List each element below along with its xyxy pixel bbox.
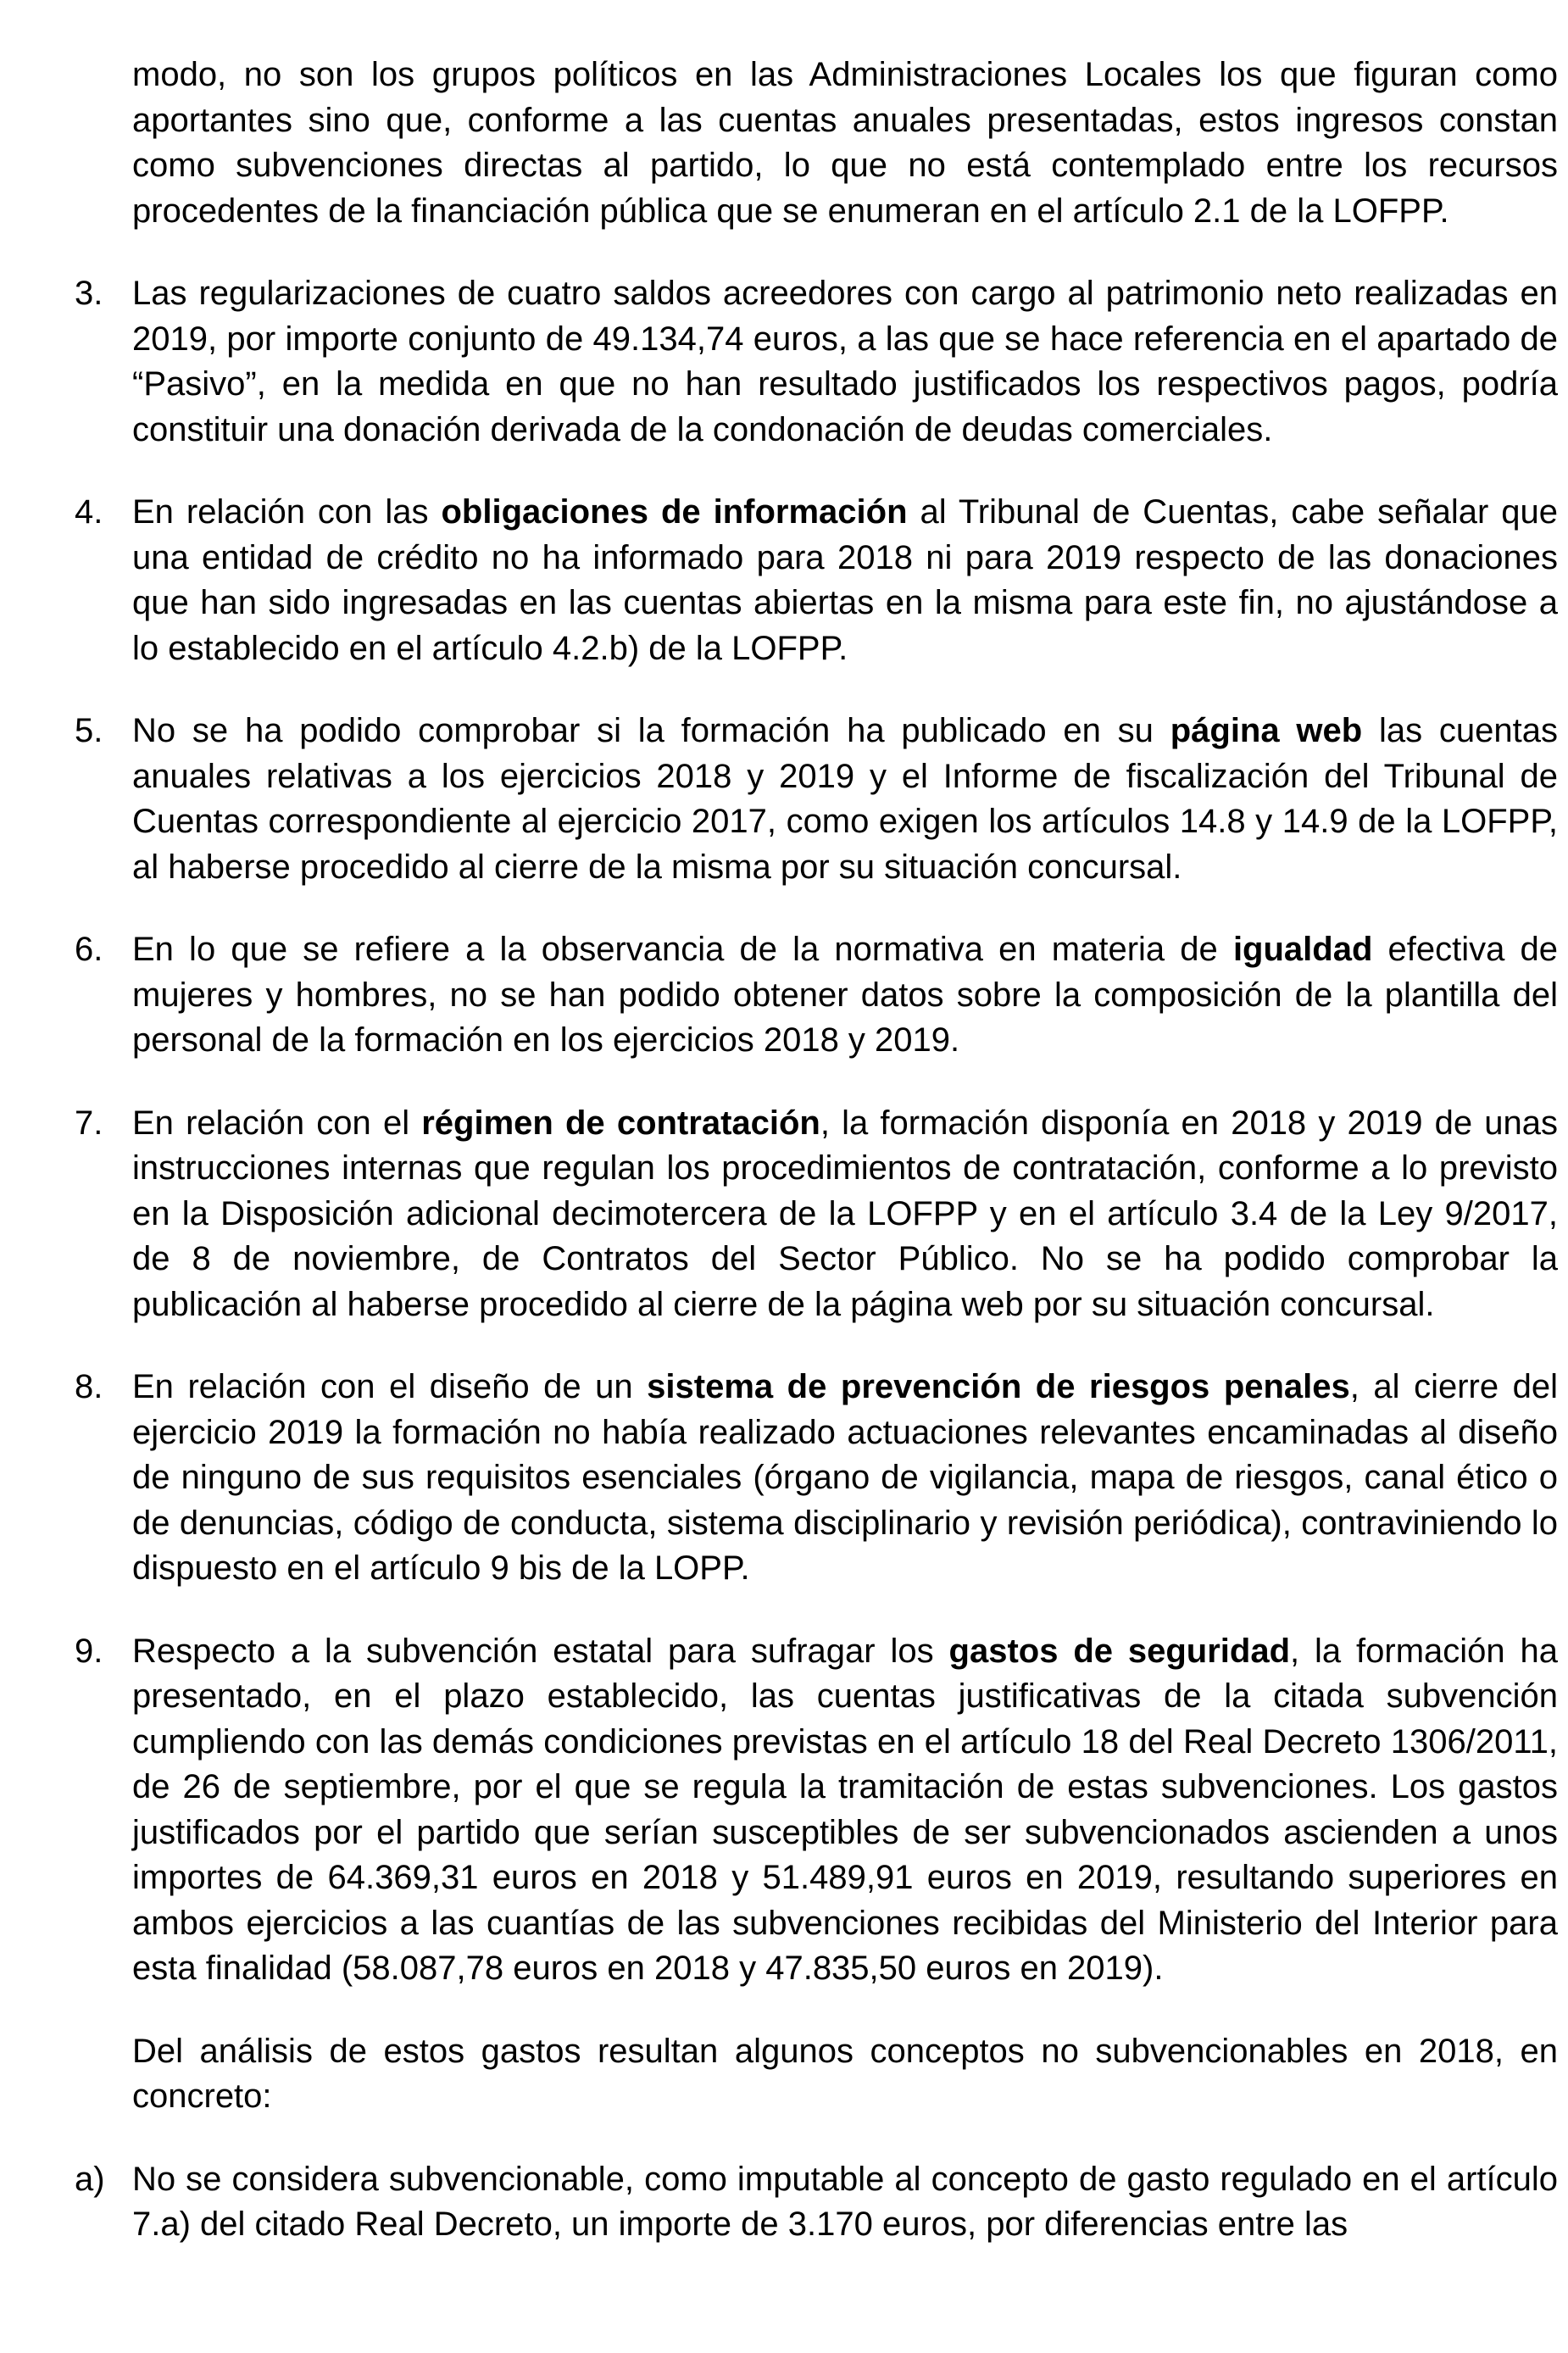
item-text: En lo que se refiere a la observancia de la normativa en materia de igualdad efectiva de mujeres y hombres, no se han podido obtener datos sobre la composición de la plantilla del personal de la formación en los ejercicios 2018 y 2019. bbox=[132, 931, 1558, 1059]
list-item-6 bbox=[75, 927, 1558, 1064]
item-text: En relación con el diseño de un sistema de prevención de riesgos penales, al cierre del ejercicio 2019 la formación no había realizado actuaciones relevantes encaminadas al diseño de ninguno de sus requisitos esenciales (órgano de vigilancia, mapa de riesgos, canal ético o de denuncias, código de conducta, sistema disciplinario y revisión periódica), contraviniendo lo dispuesto en el artículo 9 bis de la LOPP. bbox=[132, 1368, 1559, 1587]
item-number: 5. bbox=[75, 712, 103, 749]
item-text: No se ha podido comprobar si la formación ha publicado en su página web las cuentas anuales relativas a los ejercicios 2018 y 2019 y el Informe de fiscalización del Tribunal de Cuentas correspondiente al ejercicio 2017, como exigen los artículos 14.8 y 14.9 de la LOFPP, al haberse procedido al cierre de la misma por su situación concursal. bbox=[132, 712, 1558, 886]
list-item-7 bbox=[75, 1101, 1558, 1328]
item-number: 9. bbox=[75, 1632, 103, 1670]
list-item-3 bbox=[75, 271, 1558, 453]
list-item-4 bbox=[75, 490, 1558, 671]
bold-term: sistema de prevención de riesgos penales bbox=[647, 1368, 1350, 1405]
list-item-9 bbox=[75, 1629, 1559, 1992]
analysis-paragraph: Del análisis de estos gastos resultan algunos conceptos no subvencionables en 2018, en concreto: bbox=[132, 2032, 1558, 2115]
bold-term: página web bbox=[1170, 712, 1363, 749]
item-number: 4. bbox=[75, 493, 103, 531]
item-text: Las regularizaciones de cuatro saldos acreedores con cargo al patrimonio neto realizadas en 2019, por importe conjunto de 49.134,74 euros, a las que se hace referencia en el apartado de “Pasivo”, en la medida en que no han resultado justificados los respectivos pagos, podría constituir una donación derivada de la condonación de deudas comerciales. bbox=[132, 275, 1558, 448]
bold-term: igualdad bbox=[1232, 931, 1373, 968]
item-number: 3. bbox=[75, 275, 103, 312]
list-item-5 bbox=[75, 709, 1558, 890]
item-number: 8. bbox=[75, 1368, 103, 1405]
intro-paragraph: modo, no son los grupos políticos en las Administraciones Locales los que figuran como aportantes sino que, conforme a las cuentas anuales presentadas, estos ingresos constan como subvenciones directas al partido, lo que no está contemplado entre los recursos procedentes de la financiación pública que se enumeran en el artículo 2.1 de la LOFPP. bbox=[132, 56, 1558, 230]
item-number: 6. bbox=[75, 931, 103, 968]
item-text: En relación con las obligaciones de información al Tribunal de Cuentas, cabe señalar que una entidad de crédito no ha informado para 2018 ni para 2019 respecto de las donaciones que han sido ingresadas en las cuentas abiertas en la misma para este fin, no ajustándose a lo establecido en el artículo 4.2.b) de la LOFPP. bbox=[132, 493, 1558, 667]
item-text: En relación con el régimen de contratación, la formación disponía en 2018 y 2019 de unas instrucciones internas que regulan los procedimientos de contratación, conforme a lo previsto en la Disposición adicional decimotercera de la LOFPP y en el artículo 3.4 de la Ley 9/2017, de 8 de noviembre, de Contratos del Sector Público. No se ha podido comprobar la publicación al haberse procedido al cierre de la página web por su situación concursal. bbox=[132, 1104, 1558, 1323]
document-page bbox=[75, 53, 1558, 2248]
numbered-list bbox=[75, 271, 1559, 2248]
item-text: Respecto a la subvención estatal para sufragar los gastos de seguridad, la formación ha presentado, en el plazo establecido, las cuentas justificativas de la citada subvención cumpliendo con las demás condiciones previstas en el artículo 18 del Real Decreto 1306/2011, de 26 de septiembre, por el que se regula la tramitación de estas subvenciones. Los gastos justificados por el partido que serían susceptibles de ser subvencionados ascienden a unos importes de 64.369,31 euros en 2018 y 51.489,91 euros en 2019, resultando superiores en ambos ejercicios a las cuantías de las subvenciones recibidas del Ministerio del Interior para esta finalidad (58.087,78 euros en 2018 y 47.835,50 euros en 2019). bbox=[132, 1632, 1559, 1987]
list-item-8 bbox=[75, 1365, 1559, 1592]
sub-item-a bbox=[75, 2157, 1558, 2248]
bold-term: gastos de seguridad bbox=[948, 1632, 1291, 1670]
sub-item-text: No se considera subvencionable, como imputable al concepto de gasto regulado en el artículo 7.a) del citado Real Decreto, un importe de 3.170 euros, por diferencias entre las bbox=[132, 2160, 1558, 2243]
bold-term: obligaciones de información bbox=[441, 493, 908, 531]
sub-item-letter: a) bbox=[75, 2160, 105, 2198]
item-number: 7. bbox=[75, 1104, 103, 1142]
bold-term: régimen de contratación bbox=[421, 1104, 820, 1142]
